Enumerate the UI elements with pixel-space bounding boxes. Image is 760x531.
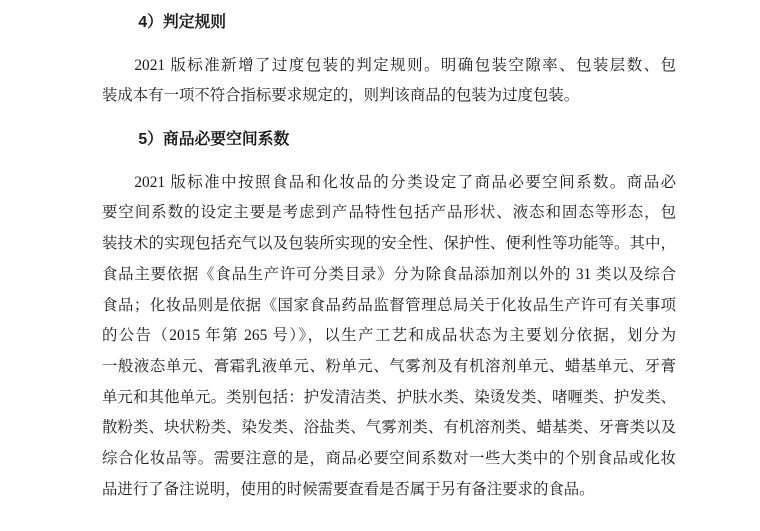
text-line: 品进行了备注说明，使用的时候需要查看是否属于另有备注要求的食品。 bbox=[102, 480, 595, 498]
text-line: 食品主要依据《食品生产许可分类目录》分为除食品添加剂以外的 31 类以及综合 bbox=[102, 265, 676, 283]
text-line: 要空间系数的设定主要是考虑到产品特性包括产品形状、液态和固态等形态，包 bbox=[102, 204, 676, 222]
text-line: 的公告（2015 年第 265 号）》，以生产工艺和成品状态为主要划分依据，划分为 bbox=[102, 327, 676, 345]
text-line: 2021 版标准中按照食品和化妆品的分类设定了商品必要空间系数。商品必 bbox=[134, 173, 676, 191]
heading-judging-rules: 4）判定规则 bbox=[138, 14, 227, 31]
text-line: 食品；化妆品则是依据《国家食品药品监督管理总局关于化妆品生产许可有关事项 bbox=[102, 296, 676, 314]
text-line: 2021 版标准新增了过度包装的判定规则。明确包装空隙率、包装层数、包 bbox=[134, 56, 676, 74]
heading-necessary-space-coefficient: 5）商品必要空间系数 bbox=[138, 131, 290, 149]
paragraph-judging-rules bbox=[102, 51, 676, 112]
text-line: 单元和其他单元。类别包括：护发清洁类、护肤水类、染烫发类、啫喱类、护发类、 bbox=[102, 388, 676, 406]
document-page bbox=[102, 8, 676, 505]
paragraph-necessary-space-coefficient bbox=[102, 168, 676, 506]
text-line: 散粉类、块状粉类、染发类、浴盐类、气雾剂类、有机溶剂类、蜡基类、牙膏类以及 bbox=[102, 419, 676, 437]
text-line: 一般液态单元、膏霜乳液单元、粉单元、气雾剂及有机溶剂单元、蜡基单元、牙膏 bbox=[102, 357, 676, 375]
text-line: 装成本有一项不符合指标要求规定的，则判该商品的包装为过度包装。 bbox=[102, 87, 580, 105]
text-line: 装技术的实现包括充气以及包装所实现的安全性、保护性、便利性等功能等。其中， bbox=[102, 235, 676, 253]
text-line: 综合化妆品等。需要注意的是，商品必要空间系数对一些大类中的个别食品或化妆 bbox=[102, 449, 676, 467]
